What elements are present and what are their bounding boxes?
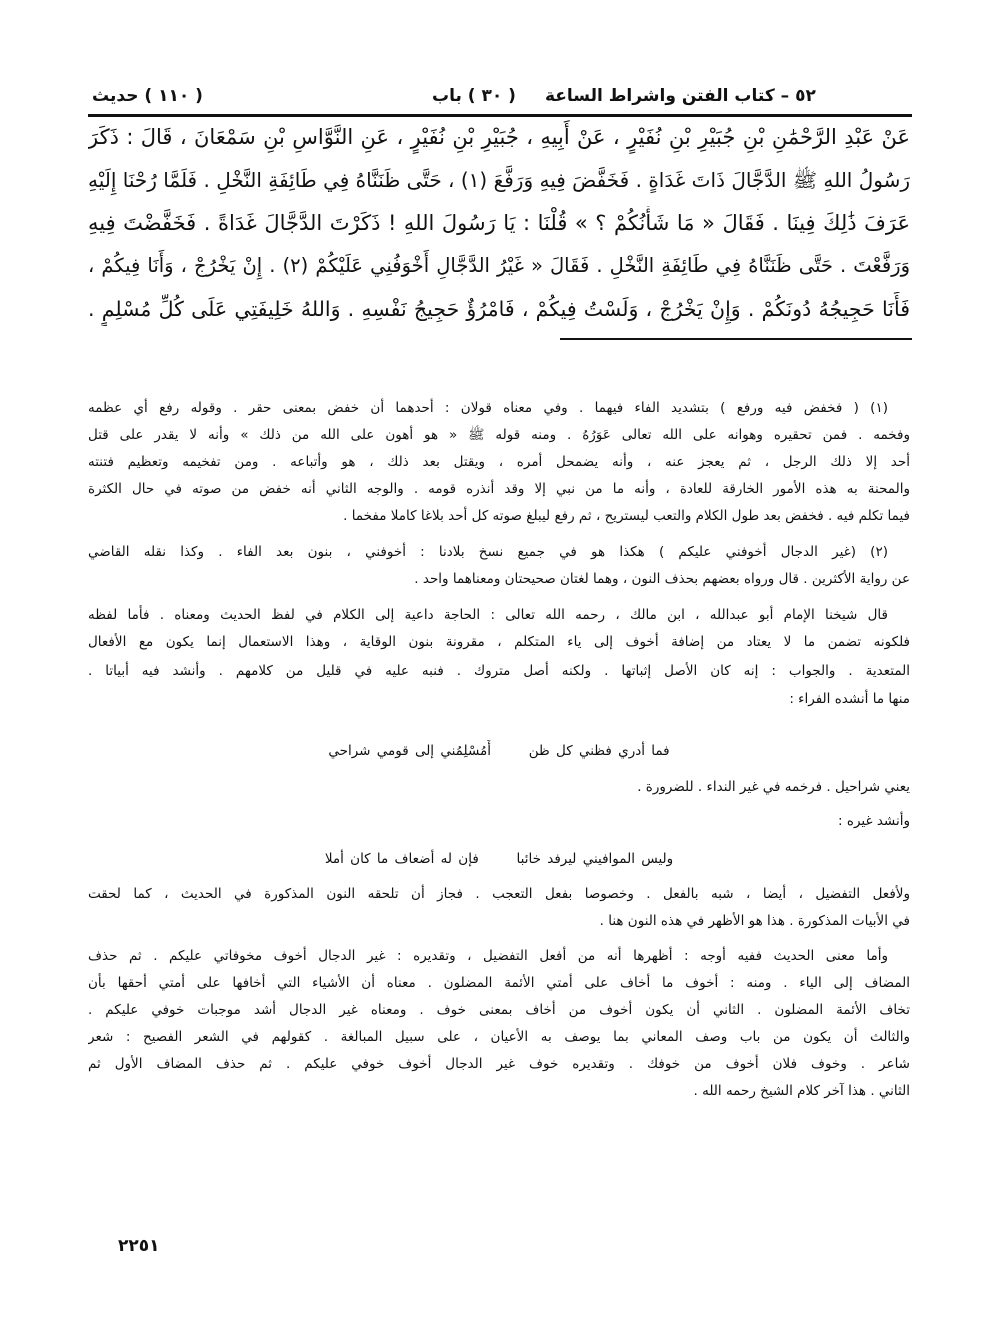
hadith-number: ( ١١٠ ) حديث	[92, 86, 203, 106]
hadith-line: عَرَفَ ذَٰلِكَ فِينَا . فَقَالَ « مَا شَأْنُكُمْ ؟ » قُلْنَا : يَا رَسُولَ اللهِ ! ذَكَرْتَ الدَّجَّالَ غَدَاةً . فَخَفَّضْتَ فِيهِ	[88, 211, 910, 235]
footnote-line: ولأفعل التفضيل ، أيضا ، شبه بالفعل . وخصوصا بفعل التعجب . فجاز أن تلحقه النون المذكورة في الحديث ، كما لحقت	[88, 886, 910, 902]
poetry-verse: وليس الموافيني ليرفد خائبا فإن له أضعاف ما كان أملا	[324, 851, 674, 867]
footnote-line: وفخمه . فمن تحقيره وهوانه على الله تعالى عَوَرُهُ . ومنه قوله ﷺ « هو أهون على الله من ذلك » وأنه لا يقدر على قتل	[88, 427, 910, 443]
footnote-line: وأنشد غيره :	[838, 813, 910, 829]
hadith-line: فَأَنَا حَجِيجُهُ دُونَكُمْ . وَإِنْ يَخْرُجْ ، وَلَسْتُ فِيكُمْ ، فَامْرُؤٌ حَجِيجُ نَفْسِهِ . وَاللهُ خَلِيفَتِي عَلَى كُلِّ مُسْلِمٍ .	[88, 297, 910, 321]
footnote-line: (٢) (غير الدجال أخوفني عليكم ) هكذا هو في جميع نسخ بلادنا : أخوفني ، بنون بعد الفاء . وكذا نقله القاضي	[88, 544, 888, 560]
footnote-separator	[560, 338, 912, 340]
book-title: ٥٢ – كتاب الفتن واشراط الساعة	[545, 86, 816, 106]
footnote-line: أحد إلا ذلك الرجل ، ثم يعجز عنه ، وأنه يضمحل أمره ، ويقتل بعد ذلك ، هو وأتباعه . ومن تفخيمه وتعظيم فتنته	[88, 454, 910, 470]
footnote-line: منها ما أنشده الفراء :	[789, 691, 910, 707]
footnote-line: والثالث أن يكون من باب وصف المعاني بما يوصف به الأعيان ، على سبيل المبالغة . كقولهم في الشعر الفصيح : شعر	[88, 1029, 910, 1045]
chapter-number: ( ٣٠ ) باب	[432, 86, 516, 106]
footnote-line: عن رواية الأكثرين . قال ورواه بعضهم بحذف النون ، وهما لغتان صحيحتان ومعناهما واحد .	[414, 571, 910, 587]
footnote-line: فيما تكلم فيه . فخفض بعد طول الكلام والتعب ليستريح ، ثم رفع ليبلغ صوته كل أحد بلاغا كاملا مفخما .	[343, 508, 910, 524]
footnote-line: فلكونه تضمن ما لا يعتاد من إضافة أخوف إلى ياء المتكلم ، مقرونة بنون الوقاية ، وهذا الاستعمال إنما يكون مع الأفعال	[88, 634, 910, 650]
footnote-line: شاعر . وخوف فلان أخوف من خوفك . وتقديره خوف غير الدجال أخوف خوفي عليكم . ثم حذف المضاف الأول ثم	[88, 1056, 910, 1072]
footnote-line: المضاف إلى الياء . ومنه : أخوف ما أخاف على أمتي الأئمة المضلون . معناه أن الأشياء التي أخافها على أمتي أحقها بأن	[88, 975, 910, 991]
footnote-line: تخاف الأئمة المضلون . الثاني أن يكون أخوف من أخاف بمعنى خوف . ومعناه غير الدجال أشد موجبات خوفي عليكم .	[88, 1002, 910, 1018]
footnote-line: يعني شراحيل . فرخمه في غير النداء . للضرورة .	[637, 779, 910, 795]
footnote-line: قال شيخنا الإمام أبو عبدالله ، ابن مالك ، رحمه الله تعالى : الحاجة داعية إلى الكلام في لفظ الحديث ومعناه . فأما لفظه	[88, 607, 888, 623]
footnote-line: وأما معنى الحديث ففيه أوجه : أظهرها أنه من أفعل التفضيل ، وتقديره : غير الدجال أخوف مخوفاتي عليكم . ثم حذف	[88, 948, 888, 964]
footnote-line: المتعدية . والجواب : إنه كان الأصل إثباتها . ولكنه أصل متروك . فنبه عليه في قليل من كلامهم . وأنشد فيه أبياتا .	[88, 663, 910, 679]
poetry-verse: فما أدري فظني كل ظن أَمُسْلِمُني إلى قومي شراحي	[328, 743, 670, 759]
hadith-line: رَسُولُ اللهِ ﷺ الدَّجَّالَ ذَاتَ غَدَاةٍ . فَخَفَّضَ فِيهِ وَرَفَّعَ (١) ، حَتَّى ظَنَنَّاهُ فِي طَائِفَةِ النَّخْلِ . فَلَمَّا رُحْنَا إِلَيْهِ	[88, 168, 910, 192]
hadith-line: وَرَفَّعْتَ . حَتَّى ظَنَنَّاهُ فِي طَائِفَةِ النَّخْلِ . فَقَالَ « غَيْرُ الدَّجَّالِ أَخْوَفُنِي عَلَيْكُمْ (٢) . إِنْ يَخْرُجْ ، وَأَنَا فِيكُمْ ،	[88, 254, 910, 277]
footnote-line: (١) ( فخفض فيه ورفع ) بتشديد الفاء فيهما . وفي معناه قولان : أحدهما أن خفض بمعنى حقر . وقوله رفع أي عظمه	[88, 400, 888, 416]
footnote-line: الثاني . هذا آخر كلام الشيخ رحمه الله .	[693, 1083, 910, 1099]
page-number: ٢٢٥١	[118, 1236, 160, 1256]
hadith-line: عَنْ عَبْدِ الرَّحْمَٰنِ بْنِ جُبَيْرِ بْنِ نُفَيْرٍ ، عَنْ أَبِيهِ ، جُبَيْرِ بْنِ نُفَيْرٍ ، عَنِ النَّوَّاسِ بْنِ سَمْعَانَ ، قَالَ : ذَكَرَ	[88, 125, 910, 149]
footnote-line: في الأبيات المذكورة . هذا هو الأظهر في هذه النون هنا .	[599, 913, 910, 929]
header-rule	[88, 114, 912, 117]
footnote-line: والمحنة به هذه الأمور الخارقة للعادة ، وأنه ما من نبي إلا وقد أنذره قومه . والوجه الثاني أنه خفض من صوته في حال الكثرة	[88, 481, 910, 497]
